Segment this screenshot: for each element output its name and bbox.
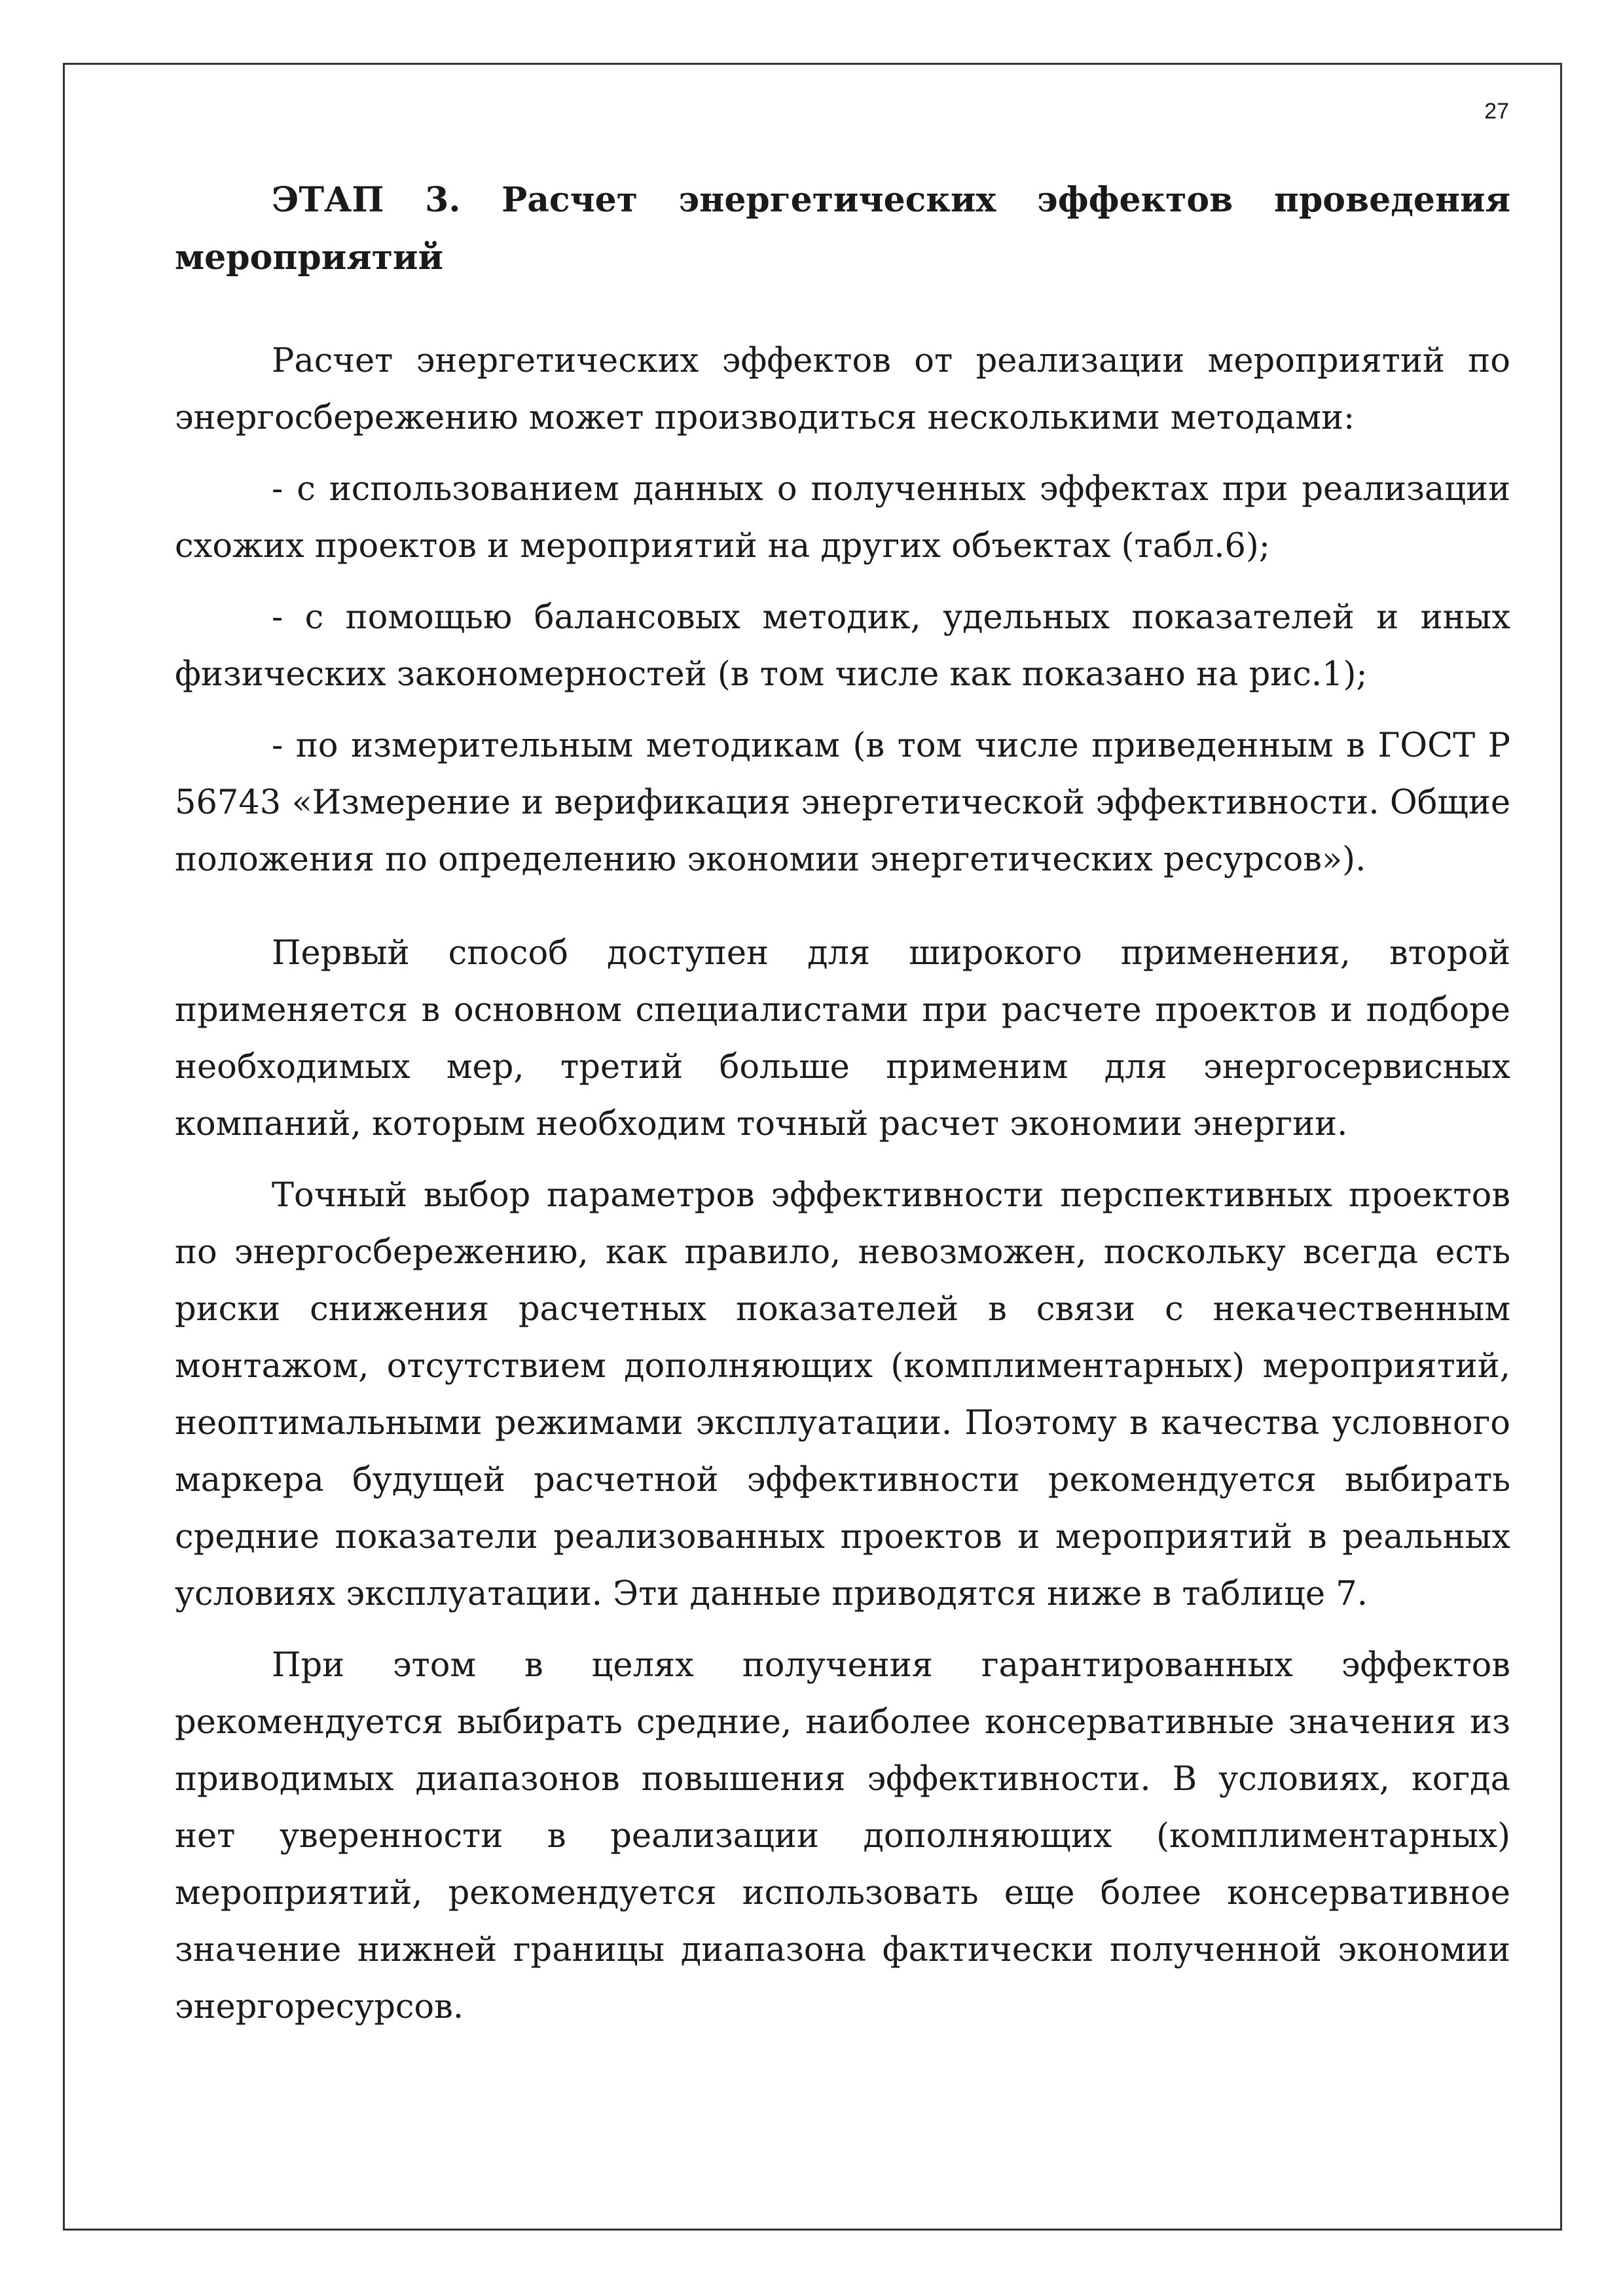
- list-item-method-measurement: - по измерительным методикам (в том числе приведенным в ГОСТ Р 56743 «Измерение и верификация энергетической эффективности. Общие положения по определению экономии энергетических ресурсов»).: [175, 726, 1510, 879]
- document-body: [175, 171, 1510, 2036]
- paragraph-parameter-selection: Точный выбор параметров эффективности перспективных проектов по энергосбережению, как правило, невозможен, поскольку всегда есть риски снижения расчетных показателей в связи с некачественным монтажом, отсутствием дополняющих (комплиментарных) мероприятий, неоптимальными режимами эксплуатации. Поэтому в качества условного маркера будущей расчетной эффективности рекомендуется выбирать средние показатели реализованных проектов и мероприятий в реальных условиях эксплуатации. Эти данные приводятся ниже в таблице 7.: [175, 1176, 1510, 1613]
- paragraph-methods-applicability: Первый способ доступен для широкого применения, второй применяется в основном специалистами при расчете проектов и подборе необходимых мер, третий больше применим для энергосервисных компаний, которым необходим точный расчет экономии энергии.: [175, 934, 1510, 1143]
- paragraph-methods-intro: Расчет энергетических эффектов от реализации мероприятий по энергосбережению может производиться несколькими методами:: [175, 342, 1510, 437]
- page-number: 27: [1484, 99, 1509, 124]
- section-heading: ЭТАП 3. Расчет энергетических эффектов проведения мероприятий: [175, 180, 1510, 278]
- list-item-method-analogs: - с использованием данных о полученных эффектах при реализации схожих проектов и мероприятий на других объектах (табл.6);: [175, 470, 1510, 565]
- paragraph-conservative-values: При этом в целях получения гарантированных эффектов рекомендуется выбирать средние, наиболее консервативные значения из приводимых диапазонов повышения эффективности. В условиях, когда нет уверенности в реализации дополняющих (комплиментарных) мероприятий, рекомендуется использовать еще более консервативное значение нижней границы диапазона фактически полученной экономии энергоресурсов.: [175, 1646, 1510, 2026]
- list-item-method-balance: - с помощью балансовых методик, удельных показателей и иных физических закономерностей (в том числе как показано на рис.1);: [175, 598, 1510, 694]
